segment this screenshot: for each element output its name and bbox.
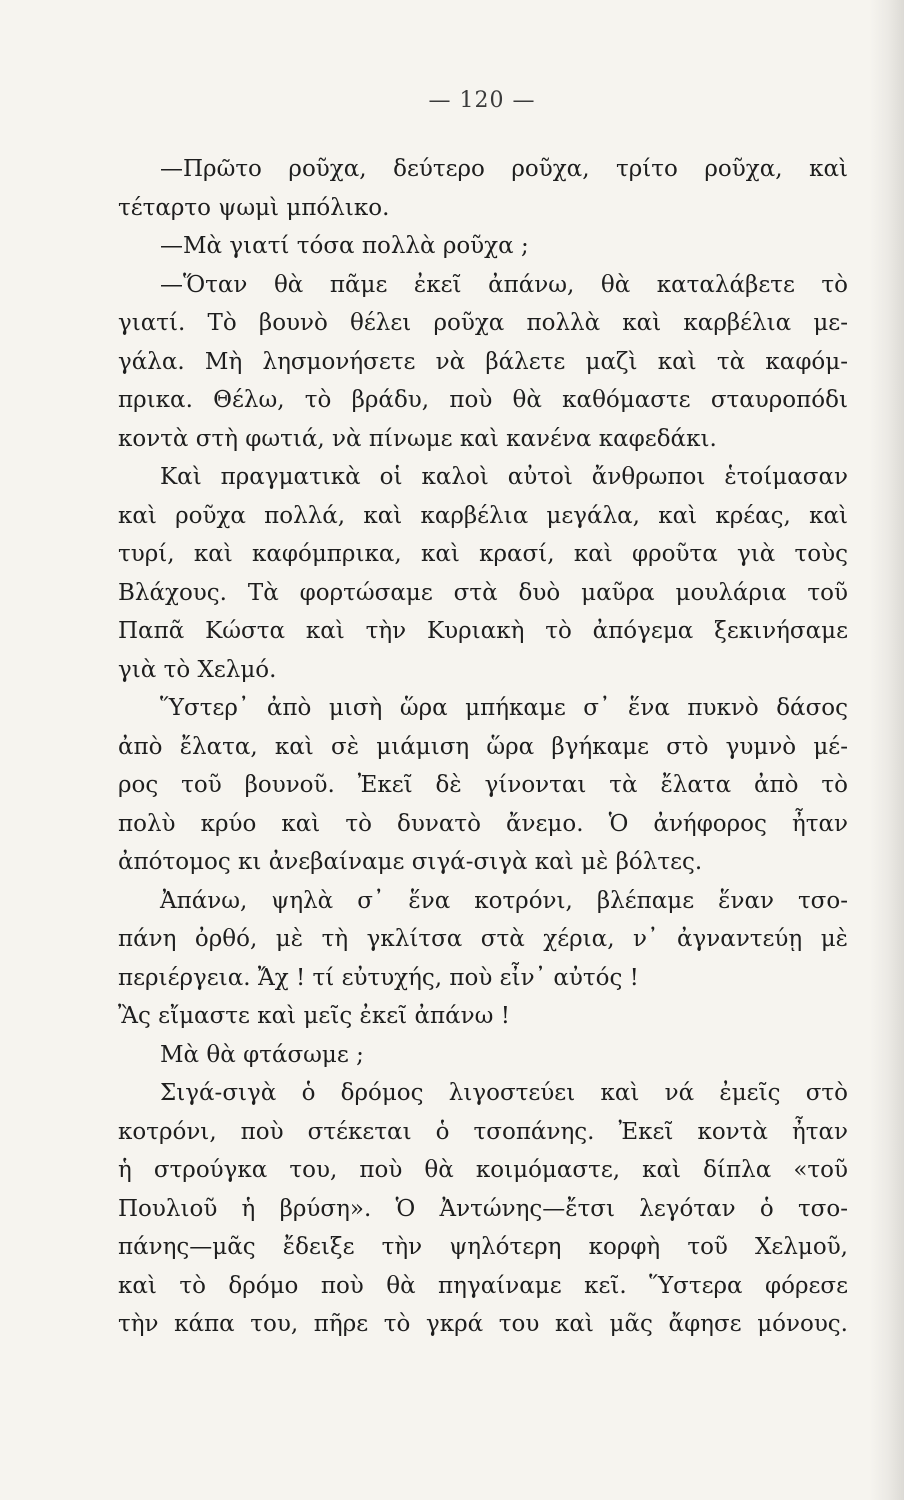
text-line: γάλα. Μὴ λησμονήσετε νὰ βάλετε μαζὶ καὶ τὰ καφόμ-	[118, 348, 848, 375]
text-line: Καὶ πραγματικὰ οἱ καλοὶ αὐτοὶ ἄνθρωποι ἑτοίμασαν	[160, 464, 848, 490]
page-edge-shadow	[870, 0, 904, 1500]
text-line: περιέργεια. Ἄχ ! τί εὐτυχής, ποὺ εἶν᾽ αὐτός !	[118, 964, 639, 991]
text-line: —Ὅταν θὰ πᾶμε ἐκεῖ ἀπάνω, θὰ καταλάβετε τὸ	[160, 271, 848, 298]
text-line: Παπᾶ Κώστα καὶ τὴν Κυριακὴ τὸ ἀπόγεμα ξεκινήσαμε	[118, 618, 848, 644]
text-line: τέταρτο ψωμὶ μπόλικο.	[118, 194, 390, 221]
text-line: Σιγά-σιγὰ ὁ δρόμος λιγοστεύει καὶ νά ἐμεῖς στὸ	[160, 1080, 848, 1106]
text-line: πάνη ὀρθό, μὲ τὴ γκλίτσα στὰ χέρια, ν᾽ ἀγναντεύῃ μὲ	[118, 926, 848, 952]
text-line: Ὕστερ᾽ ἀπὸ μισὴ ὥρα μπήκαμε σ᾽ ἕνα πυκνὸ δάσος	[160, 695, 848, 721]
text-line: Βλάχους. Τὰ φορτώσαμε στὰ δυὸ μαῦρα μουλάρια τοῦ	[118, 579, 848, 606]
page-number: — 120 —	[428, 88, 536, 113]
text-line: Μὰ θὰ φτάσωμε ;	[160, 1041, 364, 1068]
text-line: ἀπότομος κι ἀνεβαίναμε σιγά-σιγὰ καὶ μὲ βόλτες.	[118, 849, 703, 875]
text-line: καὶ ροῦχα πολλά, καὶ καρβέλια μεγάλα, καὶ κρέας, καὶ	[118, 502, 848, 529]
text-line: γιατί. Τὸ βουνὸ θέλει ροῦχα πολλὰ καὶ καρβέλια με-	[118, 310, 848, 336]
text-line: Πουλιοῦ ἡ βρύση». Ὁ Ἀντώνης—ἔτσι λεγόταν ὁ τσο-	[118, 1195, 848, 1222]
text-line: καὶ τὸ δρόμο ποὺ θὰ πηγαίναμε κεῖ. Ὕστερα φόρεσε	[118, 1272, 848, 1299]
body-text	[118, 150, 848, 1344]
text-line: ἀπὸ ἔλατα, καὶ σὲ μιάμιση ὥρα βγήκαμε στὸ γυμνὸ μέ-	[118, 733, 848, 760]
text-line: Ἂς εἴμαστε καὶ μεῖς ἐκεῖ ἀπάνω !	[118, 1003, 510, 1029]
text-line: τὴν κάπα του, πῆρε τὸ γκρά του καὶ μᾶς ἄφησε μόνους.	[118, 1311, 848, 1337]
text-line: πολὺ κρύο καὶ τὸ δυνατὸ ἄνεμο. Ὁ ἀνήφορος ἦταν	[118, 810, 848, 837]
text-line: γιὰ τὸ Χελμό.	[118, 656, 277, 683]
text-line: κοτρόνι, ποὺ στέκεται ὁ τσοπάνης. Ἐκεῖ κοντὰ ἦταν	[118, 1118, 848, 1145]
text-line: Ἀπάνω, ψηλὰ σ᾽ ἕνα κοτρόνι, βλέπαμε ἕναν τσο-	[160, 887, 848, 914]
text-line: πάνης—μᾶς ἔδειξε τὴν ψηλότερη κορφὴ τοῦ Χελμοῦ,	[118, 1234, 848, 1260]
text-line: —Πρῶτο ροῦχα, δεύτερο ροῦχα, τρίτο ροῦχα, καὶ	[160, 156, 848, 182]
text-line: ρος τοῦ βουνοῦ. Ἐκεῖ δὲ γίνονται τὰ ἔλατα ἀπὸ τὸ	[118, 772, 848, 798]
text-line: —Μὰ γιατί τόσα πολλὰ ροῦχα ;	[160, 233, 529, 259]
text-line: ἡ στρούγκα του, ποὺ θὰ κοιμόμαστε, καὶ δίπλα «τοῦ	[118, 1157, 848, 1183]
text-line: τυρί, καὶ καφόμπρικα, καὶ κρασί, καὶ φροῦτα γιὰ τοὺς	[118, 541, 848, 567]
text-line: πρικα. Θέλω, τὸ βράδυ, ποὺ θὰ καθόμαστε σταυροπόδι	[118, 387, 848, 413]
text-line: κοντὰ στὴ φωτιά, νὰ πίνωμε καὶ κανένα καφεδάκι.	[118, 425, 717, 452]
